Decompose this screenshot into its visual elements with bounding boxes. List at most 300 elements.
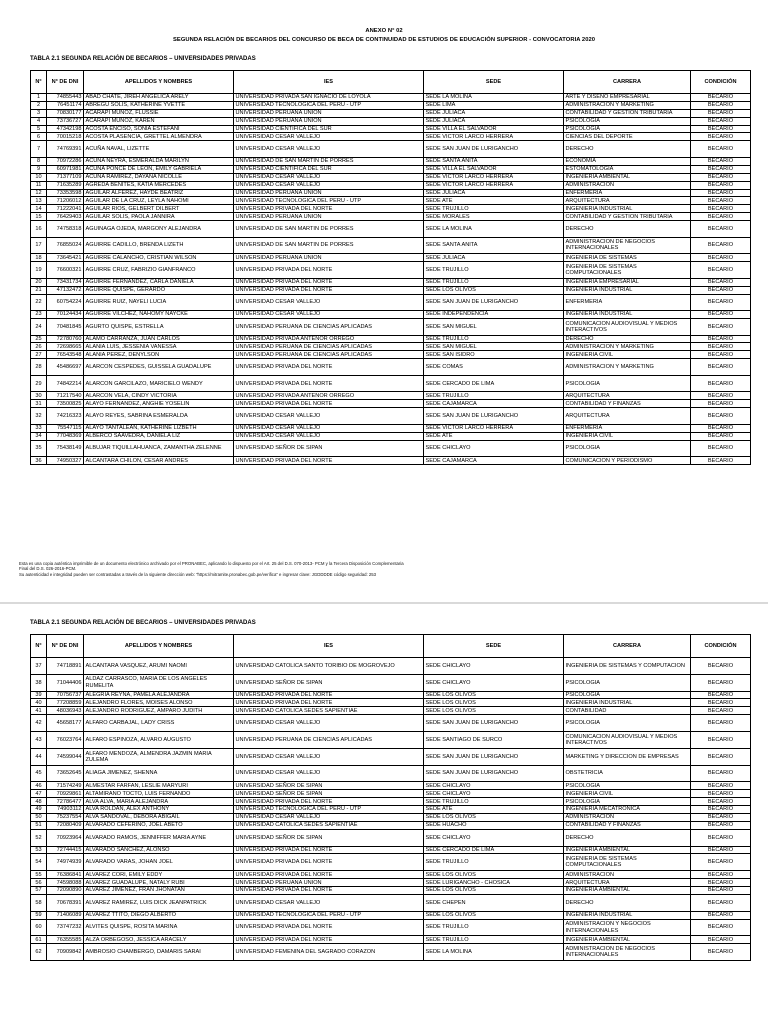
table-row — [31, 94, 751, 102]
sede-cell: SEDE SANTA ANITA — [424, 237, 564, 254]
sede-cell: SEDE SAN JUAN DE LURIGANCHO — [424, 765, 564, 782]
sede-cell: SEDE TRUJILLO — [424, 205, 564, 213]
carrera-cell: INGENIERIA AMBIENTAL — [564, 887, 691, 895]
condition-cell: BECARIO — [691, 658, 751, 675]
table-row — [31, 392, 751, 400]
condition-cell: BECARIO — [691, 879, 751, 887]
condition-cell: BECARIO — [691, 854, 751, 871]
condition-cell: BECARIO — [691, 133, 751, 141]
sede-cell: SEDE LOS OLIVOS — [424, 911, 564, 919]
ies-cell: UNIVERSIDAD PRIVADA DEL NORTE — [234, 359, 424, 376]
table-row — [31, 715, 751, 732]
ies-cell: UNIVERSIDAD PRIVADA DEL NORTE — [234, 691, 424, 699]
condition-cell: BECARIO — [691, 715, 751, 732]
dni-cell: 70678391 — [47, 894, 84, 911]
row-number: 49 — [31, 806, 47, 814]
dni-cell: 76355585 — [47, 936, 84, 944]
dni-cell: 73500825 — [47, 400, 84, 408]
row-number: 12 — [31, 189, 47, 197]
ies-cell: UNIVERSIDAD PERUANA DE CIENCIAS APLICADAS — [234, 319, 424, 336]
condition-cell: BECARIO — [691, 699, 751, 707]
dni-cell: 70909842 — [47, 944, 84, 961]
dni-cell: 70015218 — [47, 133, 84, 141]
carrera-cell: ENFERMERIA — [564, 424, 691, 432]
condition-cell: BECARIO — [691, 311, 751, 319]
condition-cell: BECARIO — [691, 782, 751, 790]
carrera-cell: INGENIERIA CIVIL — [564, 790, 691, 798]
carrera-cell: OBSTETRICIA — [564, 765, 691, 782]
row-number: 4 — [31, 117, 47, 125]
name-cell: ACARAPI MUÑOZ, KAREN — [84, 117, 234, 125]
condition-cell: BECARIO — [691, 157, 751, 165]
row-number: 19 — [31, 262, 47, 279]
ies-cell: UNIVERSIDAD CATOLICA SEDES SAPIENTIAE — [234, 707, 424, 715]
name-cell: AGREDA BENITES, KATIA MERCEDES — [84, 181, 234, 189]
condition-cell: BECARIO — [691, 732, 751, 749]
condition-cell: BECARIO — [691, 457, 751, 465]
row-number: 58 — [31, 894, 47, 911]
carrera-cell: INGENIERIA INDUSTRIAL — [564, 311, 691, 319]
carrera-cell: ADMINISTRACION — [564, 181, 691, 189]
row-number: 39 — [31, 691, 47, 699]
table-row — [31, 765, 751, 782]
name-cell: ALVARADO SANCHEZ, ALONSO — [84, 846, 234, 854]
carrera-cell: DERECHO — [564, 141, 691, 158]
name-cell: ACUÑA NAVAL, LIZETTE — [84, 141, 234, 158]
name-cell: AGUILAR ALFÉREZ, HAYDÉ BEATRIZ — [84, 189, 234, 197]
name-cell: AGUIRRE VILCHEZ, NAHOMY NAYCKE — [84, 311, 234, 319]
dni-cell: 48036943 — [47, 707, 84, 715]
table-row — [31, 944, 751, 961]
name-cell: ALAYO REYES, SABRINA ESMERALDA — [84, 408, 234, 425]
condition-cell: BECARIO — [691, 94, 751, 102]
condition-cell: BECARIO — [691, 262, 751, 279]
table-row — [31, 814, 751, 822]
column-header: N° — [31, 71, 47, 94]
row-number: 56 — [31, 879, 47, 887]
ies-cell: UNIVERSIDAD PRIVADA ANTENOR ORREGO — [234, 335, 424, 343]
table-row — [31, 911, 751, 919]
condition-cell: BECARIO — [691, 343, 751, 351]
condition-cell: BECARIO — [691, 887, 751, 895]
ies-cell: UNIVERSIDAD PRIVADA DEL NORTE — [234, 286, 424, 294]
sede-cell: SEDE VILLA EL SALVADOR — [424, 165, 564, 173]
row-number: 24 — [31, 319, 47, 336]
column-header: CONDICIÓN — [691, 71, 751, 94]
row-number: 55 — [31, 871, 47, 879]
row-number: 17 — [31, 237, 47, 254]
carrera-cell: ECONOMIA — [564, 157, 691, 165]
row-number: 62 — [31, 944, 47, 961]
sede-cell: SEDE CHEPEN — [424, 894, 564, 911]
sede-cell: SEDE SAN JUAN DE LURIGANCHO — [424, 715, 564, 732]
carrera-cell: PSICOLOGIA — [564, 117, 691, 125]
condition-cell: BECARIO — [691, 109, 751, 117]
sede-cell: SEDE HUACHO — [424, 821, 564, 829]
table-row — [31, 359, 751, 376]
sede-cell: SEDE LURIGANCHO - CHOSICA — [424, 879, 564, 887]
dni-cell: 76600321 — [47, 262, 84, 279]
dni-cell: 70929861 — [47, 790, 84, 798]
name-cell: ALVAREZ GUADALUPE, NATALY RUBI — [84, 879, 234, 887]
table-subtitle: TABLA 2.1 SEGUNDA RELACIÓN DE BECARIOS – UNIVERSIDADES PRIVADAS — [30, 620, 256, 626]
dni-cell: 45486697 — [47, 359, 84, 376]
name-cell: ALVITES QUISPE, ROSITA MARINA — [84, 919, 234, 936]
table-row — [31, 375, 751, 392]
name-cell: ALVA ROLDAN, ALEX ANTHONY — [84, 806, 234, 814]
sede-cell: SEDE CHICLAYO — [424, 829, 564, 846]
condition-cell: BECARIO — [691, 748, 751, 765]
condition-cell: BECARIO — [691, 165, 751, 173]
document-page-2 — [0, 604, 768, 1024]
table-row — [31, 278, 751, 286]
sede-cell: SEDE SAN MIGUEL — [424, 343, 564, 351]
name-cell: ALFARO ESPINOZA, ALVARO AUGUSTO — [84, 732, 234, 749]
ies-cell: UNIVERSIDAD CESAR VALLEJO — [234, 408, 424, 425]
dni-cell: 76429403 — [47, 213, 84, 221]
table-row — [31, 424, 751, 432]
row-number: 3 — [31, 109, 47, 117]
dni-cell: 71044406 — [47, 674, 84, 691]
condition-cell: BECARIO — [691, 432, 751, 440]
carrera-cell: ESTOMATOLOGIA — [564, 165, 691, 173]
dni-cell: 47342198 — [47, 125, 84, 133]
condition-cell: BECARIO — [691, 936, 751, 944]
dni-cell: 73652645 — [47, 765, 84, 782]
carrera-cell: INGENIERIA AMBIENTAL — [564, 936, 691, 944]
name-cell: ALVAREZ TTITO, DIEGO ALBERTO — [84, 911, 234, 919]
carrera-cell: COMUNICACION AUDIOVISUAL Y MEDIOS INTERACTIVOS — [564, 319, 691, 336]
row-number: 25 — [31, 335, 47, 343]
sede-cell: SEDE VILLA EL SALVADOR — [424, 125, 564, 133]
row-number: 45 — [31, 765, 47, 782]
carrera-cell: PSICOLOGIA — [564, 782, 691, 790]
name-cell: AGUIRRE CALANCHO, CRISTIAN WILSON — [84, 254, 234, 262]
row-number: 29 — [31, 375, 47, 392]
condition-cell: BECARIO — [691, 829, 751, 846]
sede-cell: SEDE CAJAMARCA — [424, 400, 564, 408]
dni-cell: 74950327 — [47, 457, 84, 465]
sede-cell: SEDE SANTA ANITA — [424, 157, 564, 165]
sede-cell: SEDE SAN JUAN DE LURIGANCHO — [424, 294, 564, 311]
table-row — [31, 457, 751, 465]
dni-cell: 72744415 — [47, 846, 84, 854]
column-header: CARRERA — [564, 71, 691, 94]
name-cell: ACUÑA RAMIREZ, DAYANA NICOLLE — [84, 173, 234, 181]
dni-cell: 75237554 — [47, 814, 84, 822]
condition-cell: BECARIO — [691, 335, 751, 343]
condition-cell: BECARIO — [691, 359, 751, 376]
carrera-cell: ARQUITECTURA — [564, 197, 691, 205]
table-row — [31, 197, 751, 205]
table-row — [31, 674, 751, 691]
carrera-cell: INGENIERIA DE SISTEMAS — [564, 254, 691, 262]
carrera-cell: INGENIERIA INDUSTRIAL — [564, 286, 691, 294]
row-number: 34 — [31, 432, 47, 440]
row-number: 36 — [31, 457, 47, 465]
condition-cell: BECARIO — [691, 221, 751, 238]
name-cell: ALMESTAR FARFAN, LESLIE MARYURI — [84, 782, 234, 790]
carrera-cell: ENFERMERIA — [564, 294, 691, 311]
row-number: 35 — [31, 440, 47, 457]
name-cell: ALVAREZ CORI, EMILY EDDY — [84, 871, 234, 879]
ies-cell: UNIVERSIDAD SEÑOR DE SIPAN — [234, 790, 424, 798]
footer-line: Esta es una copia auténtica imprimible de un documento electrónico archivado por el PRONABEC, aplicando lo dispuesto por el Art. 25 del D.S. 070-2013- PCM y la Tercera Disposición Complementaria — [19, 561, 404, 566]
dni-cell: 70923964 — [47, 829, 84, 846]
dni-cell: 71406089 — [47, 911, 84, 919]
table-row — [31, 658, 751, 675]
sede-cell: SEDE JULIACA — [424, 109, 564, 117]
dni-cell: 76543548 — [47, 351, 84, 359]
ies-cell: UNIVERSIDAD PERUANA UNION — [234, 117, 424, 125]
ies-cell: UNIVERSIDAD PERUANA UNION — [234, 254, 424, 262]
row-number: 6 — [31, 133, 47, 141]
table-row — [31, 798, 751, 806]
sede-cell: SEDE TRUJILLO — [424, 335, 564, 343]
row-number: 23 — [31, 311, 47, 319]
ies-cell: UNIVERSIDAD CESAR VALLEJO — [234, 424, 424, 432]
carrera-cell: PSICOLOGIA — [564, 674, 691, 691]
carrera-cell: CONTABILIDAD Y FINANZAS — [564, 400, 691, 408]
carrera-cell: DERECHO — [564, 221, 691, 238]
sede-cell: SEDE CERCADO DE LIMA — [424, 846, 564, 854]
condition-cell: BECARIO — [691, 894, 751, 911]
name-cell: ALEGRIA REYNA, PAMELA ALEJANDRA — [84, 691, 234, 699]
row-number: 13 — [31, 197, 47, 205]
name-cell: AGUIRRE QUISPE, GERARDO — [84, 286, 234, 294]
carrera-cell: MARKETING Y DIRECCION DE EMPRESAS — [564, 748, 691, 765]
ies-cell: UNIVERSIDAD CESAR VALLEJO — [234, 133, 424, 141]
sede-cell: SEDE LOS OLIVOS — [424, 286, 564, 294]
dni-cell: 72090890 — [47, 887, 84, 895]
dni-cell: 73747232 — [47, 919, 84, 936]
carrera-cell: INGENIERIA CIVIL — [564, 351, 691, 359]
condition-cell: BECARIO — [691, 213, 751, 221]
dni-cell: 77048369 — [47, 432, 84, 440]
table-row — [31, 400, 751, 408]
ies-cell: UNIVERSIDAD PRIVADA DEL NORTE — [234, 936, 424, 944]
ies-cell: UNIVERSIDAD PERUANA UNION — [234, 109, 424, 117]
dni-cell: 70830177 — [47, 109, 84, 117]
dni-cell: 71377109 — [47, 173, 84, 181]
name-cell: ACUÑA NEYRA, ESMERALDA MARILYN — [84, 157, 234, 165]
condition-cell: BECARIO — [691, 821, 751, 829]
ies-cell: UNIVERSIDAD TECNOLOGICA DEL PERU - UTP — [234, 197, 424, 205]
carrera-cell: INGENIERIA INDUSTRIAL — [564, 699, 691, 707]
carrera-cell: CONTABILIDAD Y GESTION TRIBUTARIA — [564, 109, 691, 117]
condition-cell: BECARIO — [691, 846, 751, 854]
row-number: 37 — [31, 658, 47, 675]
table-row — [31, 699, 751, 707]
sede-cell: SEDE LOS OLIVOS — [424, 871, 564, 879]
name-cell: ALVARADO CEFERINO, JOEL ABETO — [84, 821, 234, 829]
sede-cell: SEDE INDEPENDENCIA — [424, 311, 564, 319]
ies-cell: UNIVERSIDAD PRIVADA DEL NORTE — [234, 871, 424, 879]
carrera-cell: CIENCIAS DEL DEPORTE — [564, 133, 691, 141]
table-row — [31, 408, 751, 425]
table-row — [31, 133, 751, 141]
ies-cell: UNIVERSIDAD PERUANA UNION — [234, 213, 424, 221]
ies-cell: UNIVERSIDAD PRIVADA DEL NORTE — [234, 205, 424, 213]
row-number: 42 — [31, 715, 47, 732]
name-cell: ALVA SANDOVAL, DEBORA ABIGAIL — [84, 814, 234, 822]
row-number: 7 — [31, 141, 47, 158]
dni-cell: 76855024 — [47, 237, 84, 254]
row-number: 40 — [31, 699, 47, 707]
dni-cell: 47132472 — [47, 286, 84, 294]
carrera-cell: DERECHO — [564, 829, 691, 846]
carrera-cell: INGENIERIA DE SISTEMAS COMPUTACIONALES — [564, 854, 691, 871]
table-row — [31, 141, 751, 158]
name-cell: AGUIRRE RUIZ, NAYELI LUCIA — [84, 294, 234, 311]
condition-cell: BECARIO — [691, 375, 751, 392]
condition-cell: BECARIO — [691, 798, 751, 806]
table-row — [31, 221, 751, 238]
scholars-table — [30, 634, 751, 961]
row-number: 18 — [31, 254, 47, 262]
carrera-cell: INGENIERIA INDUSTRIAL — [564, 205, 691, 213]
dni-cell: 77208859 — [47, 699, 84, 707]
dni-cell: 74769391 — [47, 141, 84, 158]
condition-cell: BECARIO — [691, 278, 751, 286]
table-header-row — [31, 635, 751, 658]
condition-cell: BECARIO — [691, 125, 751, 133]
sede-cell: SEDE LOS OLIVOS — [424, 691, 564, 699]
table-row — [31, 919, 751, 936]
carrera-cell: INGENIERIA DE SISTEMAS Y COMPUTACION — [564, 658, 691, 675]
ies-cell: UNIVERSIDAD SEÑOR DE SIPAN — [234, 829, 424, 846]
row-number: 15 — [31, 213, 47, 221]
sede-cell: SEDE CHICLAYO — [424, 658, 564, 675]
sede-cell: SEDE SAN MIGUEL — [424, 319, 564, 336]
row-number: 14 — [31, 205, 47, 213]
sede-cell: SEDE VICTOR LARCO HERRERA — [424, 424, 564, 432]
row-number: 10 — [31, 173, 47, 181]
dni-cell: 76386841 — [47, 871, 84, 879]
carrera-cell: PSICOLOGIA — [564, 691, 691, 699]
row-number: 54 — [31, 854, 47, 871]
carrera-cell: ARTE Y DISEÑO EMPRESARIAL — [564, 94, 691, 102]
sede-cell: SEDE SAN JUAN DE LURIGANCHO — [424, 748, 564, 765]
ies-cell: UNIVERSIDAD CESAR VALLEJO — [234, 715, 424, 732]
footer-line: Final del D.S. 026-2016-PCM. — [19, 566, 77, 572]
name-cell: AGUIRRE CADILLO, BRENDA LIZETH — [84, 237, 234, 254]
condition-cell: BECARIO — [691, 691, 751, 699]
table-row — [31, 294, 751, 311]
sede-cell: SEDE SANTIAGO DE SURCO — [424, 732, 564, 749]
condition-cell: BECARIO — [691, 101, 751, 109]
dni-cell: 75547115 — [47, 424, 84, 432]
row-number: 9 — [31, 165, 47, 173]
sede-cell: SEDE TRUJILLO — [424, 392, 564, 400]
name-cell: ALIAGA JIMENEZ, SHENNA — [84, 765, 234, 782]
condition-cell: BECARIO — [691, 765, 751, 782]
carrera-cell: ADMINISTRACION DE NEGOCIOS INTERNACIONALES — [564, 944, 691, 961]
carrera-cell: PSICOLOGIA — [564, 715, 691, 732]
row-number: 2 — [31, 101, 47, 109]
table-row — [31, 262, 751, 279]
table-row — [31, 879, 751, 887]
table-row — [31, 237, 751, 254]
row-number: 30 — [31, 392, 47, 400]
condition-cell: BECARIO — [691, 117, 751, 125]
condition-cell: BECARIO — [691, 707, 751, 715]
row-number: 46 — [31, 782, 47, 790]
table-row — [31, 343, 751, 351]
dni-cell: 74598088 — [47, 879, 84, 887]
ies-cell: UNIVERSIDAD CESAR VALLEJO — [234, 311, 424, 319]
dni-cell: 71222041 — [47, 205, 84, 213]
table-row — [31, 748, 751, 765]
table-row — [31, 311, 751, 319]
dni-cell: 74903112 — [47, 806, 84, 814]
table-row — [31, 205, 751, 213]
sede-cell: SEDE TRUJILLO — [424, 936, 564, 944]
ies-cell: UNIVERSIDAD CIENTIFICA DEL SUR — [234, 165, 424, 173]
condition-cell: BECARIO — [691, 674, 751, 691]
sede-cell: SEDE LOS OLIVOS — [424, 707, 564, 715]
column-header: N° DE DNI — [47, 635, 84, 658]
row-number: 1 — [31, 94, 47, 102]
name-cell: ALVAREZ RAMIREZ, LUIS DICK JEANPATRICK — [84, 894, 234, 911]
column-header: IES — [234, 71, 424, 94]
name-cell: ALDAZ CARRASCO, MARIA DE LOS ANGELES RUMELITA — [84, 674, 234, 691]
main-title: SEGUNDA RELACIÓN DE BECARIOS DEL CONCURSO DE BECA DE CONTINUIDAD DE ESTUDIOS DE EDUCACIÓN SUPERIOR - CONVOCATORIA 2020 — [172, 37, 596, 43]
ies-cell: UNIVERSIDAD CESAR VALLEJO — [234, 294, 424, 311]
row-number: 44 — [31, 748, 47, 765]
dni-cell: 76023764 — [47, 732, 84, 749]
row-number: 26 — [31, 343, 47, 351]
carrera-cell: DERECHO — [564, 894, 691, 911]
name-cell: ALAMO CARRANZA, JUAN CARLOS — [84, 335, 234, 343]
condition-cell: BECARIO — [691, 254, 751, 262]
ies-cell: UNIVERSIDAD PRIVADA ANTENOR ORREGO — [234, 392, 424, 400]
name-cell: ALVARADO RAMOS, JENNIFFER MARIA AYNE — [84, 829, 234, 846]
carrera-cell: PSICOLOGIA — [564, 440, 691, 457]
sede-cell: SEDE TRUJILLO — [424, 262, 564, 279]
table-row — [31, 351, 751, 359]
ies-cell: UNIVERSIDAD CESAR VALLEJO — [234, 181, 424, 189]
name-cell: ALANIA LUIS, JESSENIA VANESSA — [84, 343, 234, 351]
carrera-cell: DERECHO — [564, 335, 691, 343]
row-number: 53 — [31, 846, 47, 854]
name-cell: ALBUJAR TIQUILLAHUANCA, ZAMANTHA ZELENNE — [84, 440, 234, 457]
dni-cell: 73736727 — [47, 117, 84, 125]
ies-cell: UNIVERSIDAD PRIVADA DEL NORTE — [234, 887, 424, 895]
dni-cell: 70124434 — [47, 311, 84, 319]
name-cell: ALARCON CESPEDES, GUISSELA GUADALUPE — [84, 359, 234, 376]
ies-cell: UNIVERSIDAD PRIVADA SAN IGNACIO DE LOYOLA — [234, 94, 424, 102]
ies-cell: UNIVERSIDAD TECNOLOGICA DEL PERU - UTP — [234, 101, 424, 109]
row-number: 47 — [31, 790, 47, 798]
ies-cell: UNIVERSIDAD PRIVADA DEL NORTE — [234, 457, 424, 465]
ies-cell: UNIVERSIDAD PRIVADA DEL NORTE — [234, 375, 424, 392]
row-number: 28 — [31, 359, 47, 376]
sede-cell: SEDE SAN ISIDRO — [424, 351, 564, 359]
ies-cell: UNIVERSIDAD CESAR VALLEJO — [234, 141, 424, 158]
row-number: 8 — [31, 157, 47, 165]
name-cell: ALCANTARA VASQUEZ, ARUMI NAOMI — [84, 658, 234, 675]
table-header-row — [31, 71, 751, 94]
name-cell: ABREGU SOLIS, KATHERINE YVETTE — [84, 101, 234, 109]
table-subtitle: TABLA 2.1 SEGUNDA RELACIÓN DE BECARIOS – UNIVERSIDADES PRIVADAS — [30, 56, 256, 62]
sede-cell: SEDE SAN JUAN DE LURIGANCHO — [424, 141, 564, 158]
row-number: 43 — [31, 732, 47, 749]
table-row — [31, 846, 751, 854]
dni-cell: 74599044 — [47, 748, 84, 765]
condition-cell: BECARIO — [691, 351, 751, 359]
dni-cell: 73431734 — [47, 278, 84, 286]
